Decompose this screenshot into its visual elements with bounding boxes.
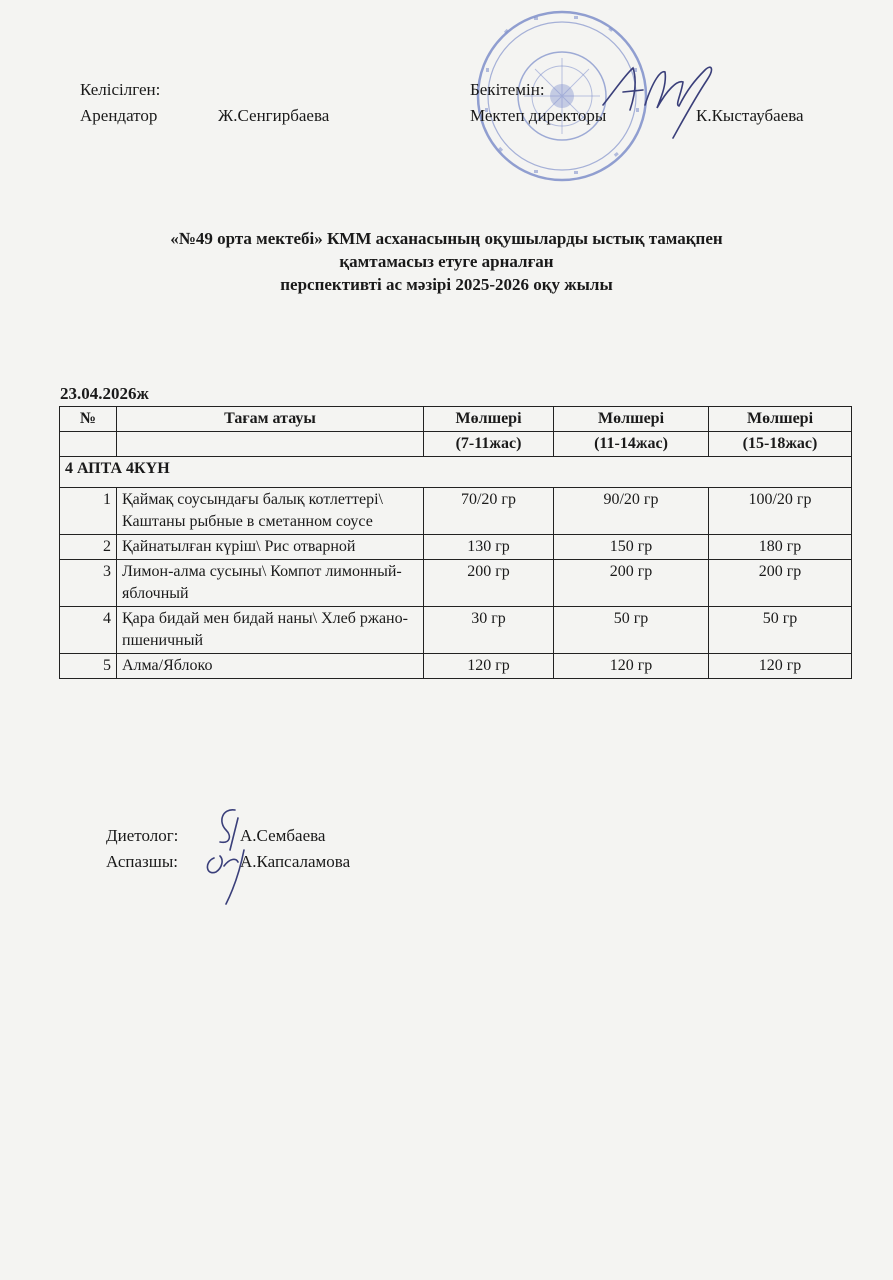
header-amount-7-11: Мөлшері [424,407,554,432]
row-num: 3 [60,560,117,607]
director-name: К.Кыстаубаева [696,106,804,125]
document-title [60,227,833,296]
table-header-age-row [60,432,852,457]
table-row [60,607,852,654]
row-amount-15-18: 50 гр [709,607,852,654]
table-header-row [60,407,852,432]
table-row [60,560,852,607]
row-amount-7-11: 70/20 гр [424,488,554,535]
row-num: 1 [60,488,117,535]
tenant-role: Арендатор [80,106,158,125]
row-dish-name: Қайнатылған күріш\ Рис отварной [117,535,424,560]
header-dish-name: Тағам атауы [117,407,424,432]
row-amount-11-14: 120 гр [554,654,709,679]
row-amount-11-14: 90/20 гр [554,488,709,535]
row-dish-name: Қаймақ соусындағы балық котлеттері\ Каштаны рыбные в сметанном соусе [117,488,424,535]
section-label: 4 АПТА 4КҮН [60,457,852,488]
row-amount-7-11: 30 гр [424,607,554,654]
agreed-label: Келісілген: [80,80,161,99]
section-row [60,457,852,488]
tenant-name: Ж.Сенгирбаева [218,106,330,125]
row-dish-name: Лимон-алма сусыны\ Компот лимонный-яблочный [117,560,424,607]
dietolog-label: Диетолог: [106,826,179,845]
header-amount-11-14: Мөлшері [554,407,709,432]
footer-signatures [200,800,260,910]
row-num: 4 [60,607,117,654]
title-line-2: қамтамасыз етуге арналған [339,252,554,271]
row-num: 2 [60,535,117,560]
menu-table [59,406,852,679]
row-amount-11-14: 50 гр [554,607,709,654]
row-amount-11-14: 150 гр [554,535,709,560]
table-row [60,654,852,679]
header-amount-15-18: Мөлшері [709,407,852,432]
cook-name: А.Капсаламова [240,852,351,871]
row-amount-7-11: 130 гр [424,535,554,560]
row-amount-15-18: 180 гр [709,535,852,560]
title-line-1: «№49 орта мектебі» КММ асханасының оқушыларды ыстық тамақпен [170,229,723,248]
director-role: Мектеп директоры [470,106,607,125]
row-num: 5 [60,654,117,679]
dietolog-name: А.Сембаева [240,826,326,845]
row-dish-name: Қара бидай мен бидай наны\ Хлеб ржано-пшеничный [117,607,424,654]
row-amount-15-18: 200 гр [709,560,852,607]
approved-label: Бекітемін: [470,80,545,99]
row-amount-15-18: 100/20 гр [709,488,852,535]
row-amount-7-11: 200 гр [424,560,554,607]
title-line-3: перспективті ас мәзірі 2025-2026 оқу жылы [280,275,613,294]
row-amount-7-11: 120 гр [424,654,554,679]
header-age-7-11: (7-11жас) [424,432,554,457]
director-signature [595,50,720,140]
header-age-15-18: (15-18жас) [709,432,852,457]
row-amount-11-14: 200 гр [554,560,709,607]
row-amount-15-18: 120 гр [709,654,852,679]
cook-label: Аспазшы: [106,852,178,871]
table-row [60,535,852,560]
header-num: № [60,407,117,432]
menu-date: 23.04.2026ж [60,384,149,403]
header-age-11-14: (11-14жас) [554,432,709,457]
table-row [60,488,852,535]
row-dish-name: Алма/Яблоко [117,654,424,679]
